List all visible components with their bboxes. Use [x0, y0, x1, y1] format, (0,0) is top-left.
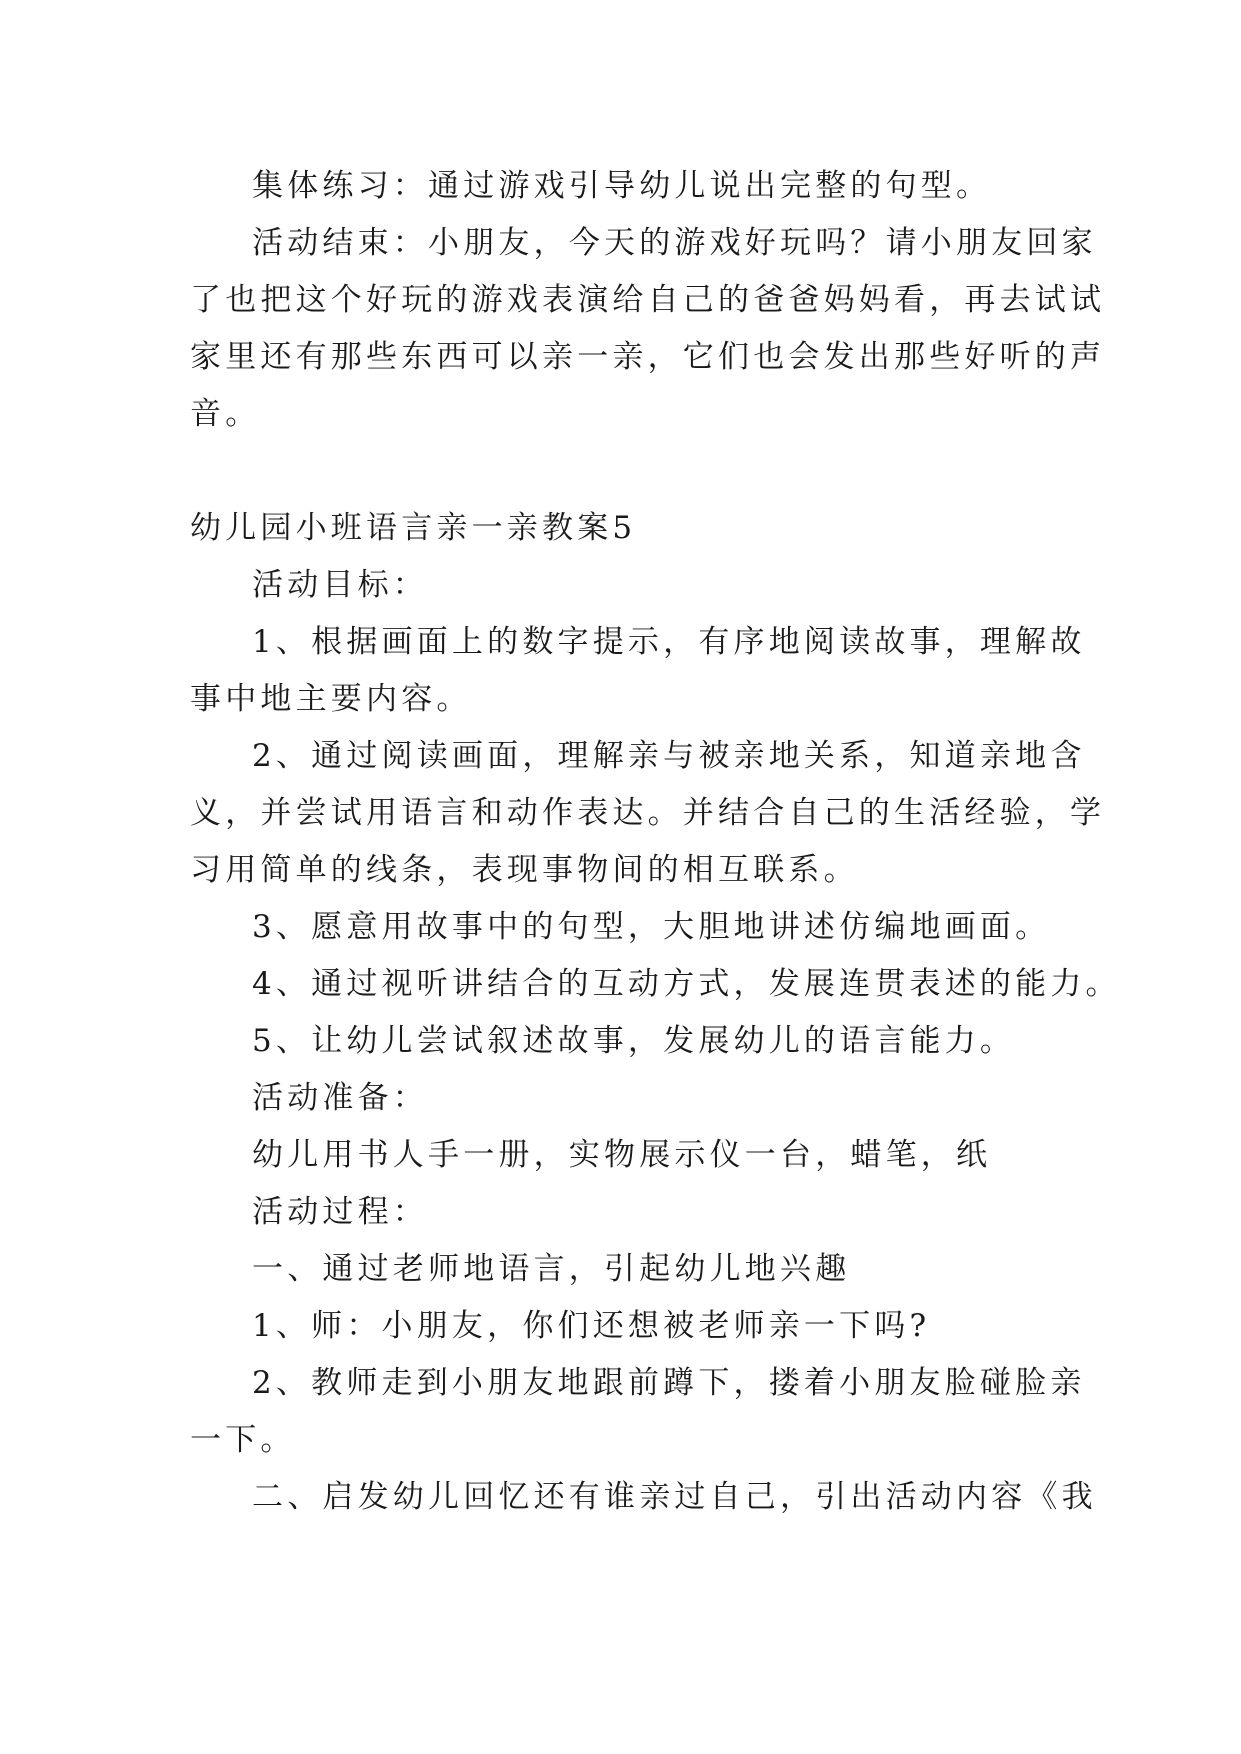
process-step-1-item-2: 2、教师走到小朋友地跟前蹲下，搂着小朋友脸碰脸亲: [252, 1365, 1086, 1401]
heading-activity-process: 活动过程：: [252, 1194, 428, 1230]
paragraph-activity-end-cont-3: 音。: [190, 396, 261, 432]
heading-activity-goals: 活动目标：: [252, 567, 428, 603]
process-step-1-item-1: 1、师：小朋友，你们还想被老师亲一下吗?: [252, 1308, 931, 1344]
heading-activity-preparation: 活动准备：: [252, 1080, 428, 1116]
paragraph-activity-end-cont-1: 了也把这个好玩的游戏表演给自己的爸爸妈妈看，再去试试: [190, 282, 1106, 318]
preparation-materials: 幼儿用书人手一册，实物展示仪一台，蜡笔，纸: [252, 1137, 992, 1173]
goal-item-2: 2、通过阅读画面，理解亲与被亲地关系，知道亲地含: [252, 738, 1086, 774]
goal-item-4: 4、通过视听讲结合的互动方式，发展连贯表述的能力。: [252, 966, 1121, 1002]
goal-item-3: 3、愿意用故事中的句型，大胆地讲述仿编地画面。: [252, 909, 1051, 945]
paragraph-group-practice: 集体练习：通过游戏引导幼儿说出完整的句型。: [252, 168, 992, 204]
goal-item-5: 5、让幼儿尝试叙述故事，发展幼儿的语言能力。: [252, 1023, 1016, 1059]
process-step-1-item-2-cont: 一下。: [190, 1422, 296, 1458]
paragraph-activity-end: 活动结束：小朋友，今天的游戏好玩吗？请小朋友回家: [252, 225, 1097, 261]
goal-item-2-cont-2: 习用简单的线条，表现事物间的相互联系。: [190, 852, 859, 888]
goal-item-2-cont-1: 义，并尝试用语言和动作表达。并结合自己的生活经验，学: [190, 795, 1106, 831]
goal-item-1-cont: 事中地主要内容。: [190, 681, 472, 717]
goal-item-1: 1、根据画面上的数字提示，有序地阅读故事，理解故: [252, 624, 1086, 660]
section-title: 幼儿园小班语言亲一亲教案5: [190, 510, 637, 546]
paragraph-activity-end-cont-2: 家里还有那些东西可以亲一亲，它们也会发出那些好听的声: [190, 339, 1106, 375]
process-step-2: 二、启发幼儿回忆还有谁亲过自己，引出活动内容《我: [252, 1479, 1097, 1515]
process-step-1: 一、通过老师地语言，引起幼儿地兴趣: [252, 1251, 851, 1287]
